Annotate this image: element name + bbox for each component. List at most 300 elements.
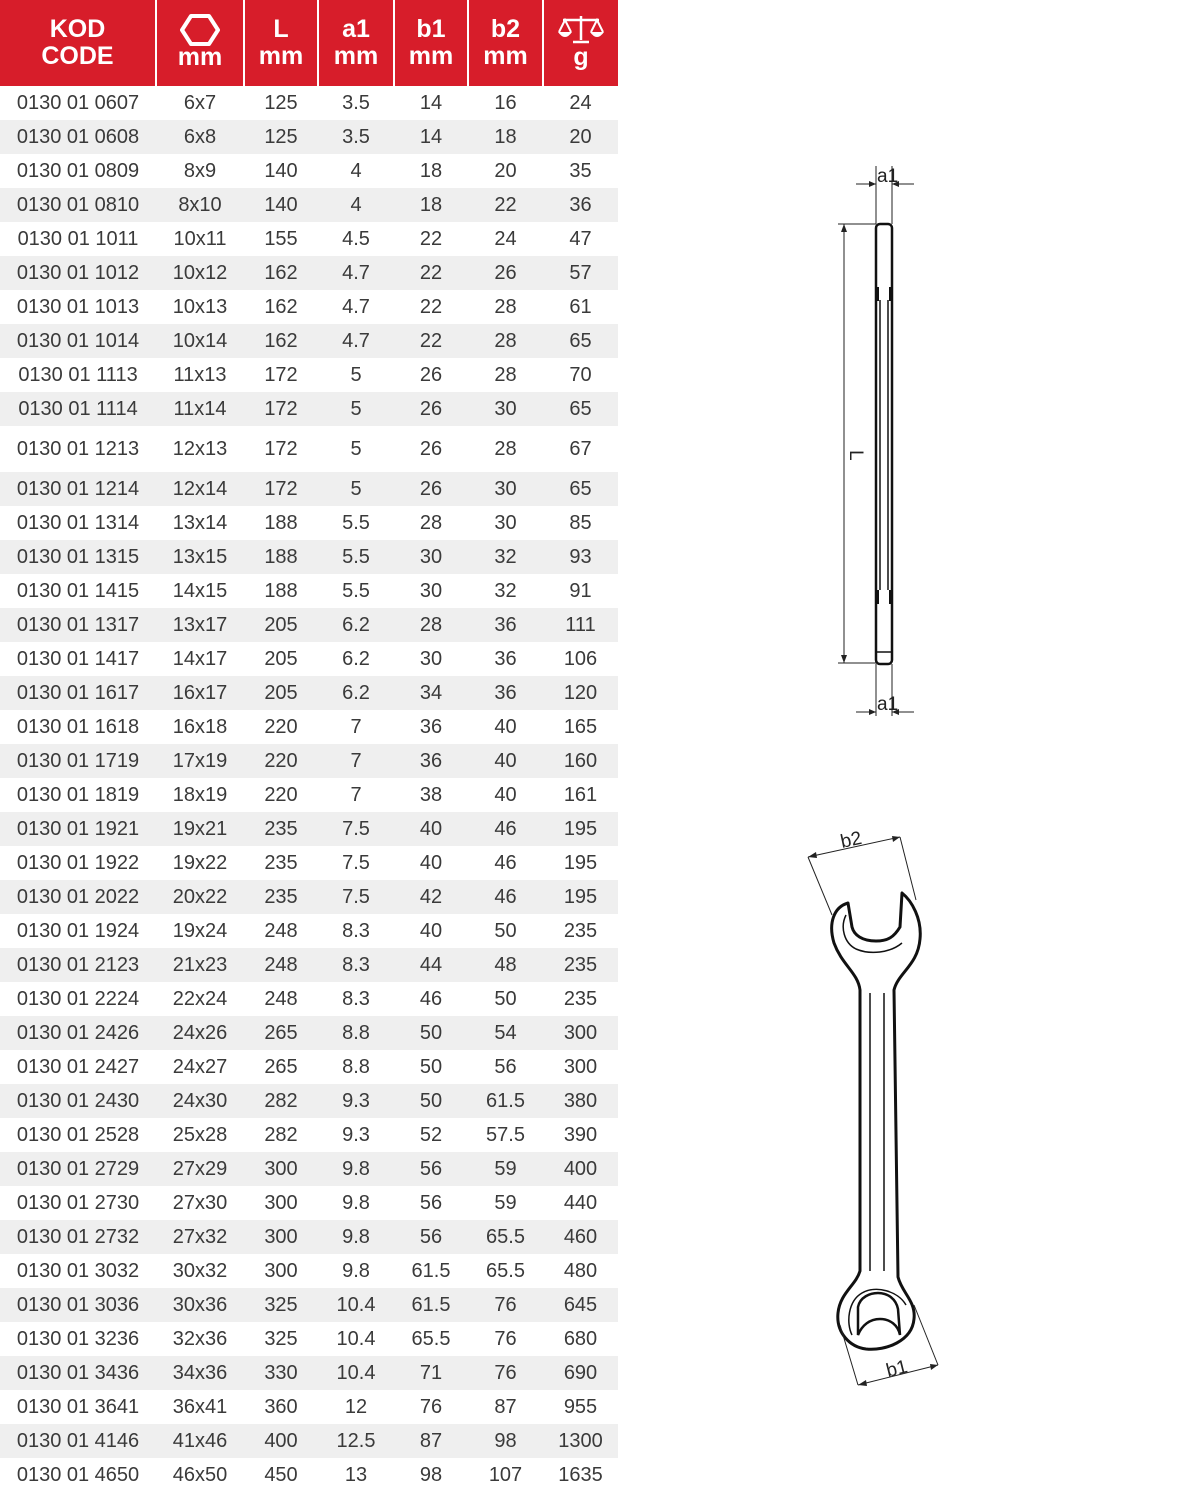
wrench-side-view-drawing (830, 160, 930, 720)
cell-length: 235 (244, 880, 318, 914)
table-row (0, 608, 618, 642)
cell-code: 0130 01 1315 (0, 540, 156, 574)
cell-b1: 65.5 (411, 1327, 451, 1350)
cell-b2: 56 (494, 1055, 517, 1078)
cell-weight: 67 (569, 437, 592, 460)
cell-b1: 38 (419, 783, 443, 806)
cell-length: 265 (264, 1055, 298, 1078)
dim-b1-label: b1 (884, 1356, 910, 1382)
cell-b2: 57.5 (486, 1123, 525, 1146)
cell-code: 0130 01 4650 (16, 1463, 140, 1486)
cell-a1: 9.8 (318, 1152, 394, 1186)
cell-weight: 680 (563, 1327, 598, 1350)
table-row (0, 710, 618, 744)
cell-b2: 46 (494, 851, 517, 874)
cell-weight: 165 (563, 715, 598, 738)
cell-b2: 36 (468, 608, 543, 642)
cell-b2: 28 (494, 437, 517, 460)
cell-size: 16x18 (172, 715, 228, 738)
cell-b1: 36 (419, 715, 443, 738)
table-row (0, 574, 618, 608)
cell-size: 16x17 (156, 676, 244, 710)
cell-a1: 8.3 (318, 948, 394, 982)
cell-size: 36x41 (172, 1395, 228, 1418)
cell-length: 162 (264, 295, 298, 318)
cell-b2: 28 (468, 324, 543, 358)
table-row (0, 86, 618, 120)
cell-weight: 36 (543, 188, 618, 222)
cell-weight: 195 (543, 812, 618, 846)
cell-code: 0130 01 2426 (0, 1016, 156, 1050)
cell-b2: 40 (494, 715, 517, 738)
cell-code: 0130 01 2729 (0, 1152, 156, 1186)
cell-weight: 61 (569, 295, 592, 318)
cell-b2: 48 (468, 948, 543, 982)
cell-size: 21x23 (156, 948, 244, 982)
cell-code: 0130 01 1922 (16, 851, 140, 874)
header-b1-line1: b1 (416, 15, 446, 43)
table-row (0, 1152, 618, 1186)
cell-length: 188 (264, 511, 298, 534)
cell-a1: 10.4 (318, 1288, 394, 1322)
cell-a1: 5.5 (318, 540, 394, 574)
cell-b1: 22 (394, 324, 468, 358)
cell-b2: 36 (494, 647, 517, 670)
cell-code: 0130 01 0608 (0, 120, 156, 154)
cell-b2: 87 (494, 1395, 517, 1418)
cell-a1: 8.3 (342, 987, 370, 1010)
cell-weight: 390 (563, 1123, 598, 1146)
table-row (0, 1254, 618, 1288)
cell-size: 32x36 (172, 1327, 228, 1350)
cell-a1: 7 (350, 715, 362, 738)
cell-code: 0130 01 4146 (0, 1424, 156, 1458)
cell-weight: 65 (543, 472, 618, 506)
cell-b1: 50 (394, 1016, 468, 1050)
dim-a1-top-label: a1 (877, 166, 899, 187)
cell-size: 25x28 (172, 1123, 228, 1146)
header-weight-unit: g (573, 42, 589, 71)
cell-length: 235 (244, 812, 318, 846)
cell-size: 14x15 (172, 579, 228, 602)
cell-a1: 8.8 (342, 1055, 370, 1078)
cell-weight: 235 (543, 948, 618, 982)
cell-a1: 4.7 (318, 324, 394, 358)
cell-b2: 61.5 (468, 1084, 543, 1118)
cell-a1: 6.2 (342, 647, 370, 670)
table-row (0, 1390, 618, 1424)
cell-length: 188 (264, 579, 298, 602)
cell-length: 125 (264, 91, 298, 114)
cell-b1: 61.5 (394, 1288, 468, 1322)
cell-length: 282 (264, 1123, 298, 1146)
cell-a1: 7.5 (318, 812, 394, 846)
cell-a1: 12 (344, 1395, 368, 1418)
dim-b2-label: b2 (838, 827, 864, 853)
table-row (0, 506, 618, 540)
cell-b1: 30 (419, 579, 443, 602)
cell-b1: 26 (394, 392, 468, 426)
table-row (0, 1016, 618, 1050)
cell-size: 22x24 (172, 987, 228, 1010)
cell-weight: 195 (563, 851, 598, 874)
cell-size: 46x50 (172, 1463, 228, 1486)
cell-a1: 5 (318, 392, 394, 426)
table-row (0, 676, 618, 710)
cell-a1: 10.4 (336, 1327, 376, 1350)
header-length (244, 0, 318, 86)
cell-code: 0130 01 1314 (16, 511, 140, 534)
cell-a1: 5.5 (342, 511, 370, 534)
cell-weight: 57 (543, 256, 618, 290)
cell-length: 450 (264, 1463, 298, 1486)
cell-b1: 26 (419, 437, 443, 460)
cell-size: 24x26 (156, 1016, 244, 1050)
table-row (0, 358, 618, 392)
table-row (0, 948, 618, 982)
table-row (0, 120, 618, 154)
cell-b1: 46 (419, 987, 443, 1010)
cell-b1: 28 (419, 511, 443, 534)
cell-b1: 22 (419, 227, 443, 250)
cell-b1: 87 (394, 1424, 468, 1458)
table-row (0, 642, 618, 676)
cell-b1: 56 (394, 1220, 468, 1254)
hex-nut-icon (157, 14, 243, 44)
cell-b1: 50 (394, 1084, 468, 1118)
cell-b1: 61.5 (411, 1259, 451, 1282)
cell-b2: 30 (468, 472, 543, 506)
cell-weight: 70 (569, 363, 592, 386)
cell-length: 360 (264, 1395, 298, 1418)
cell-size: 8x9 (183, 159, 217, 182)
cell-a1: 5 (350, 437, 362, 460)
cell-length: 300 (244, 1152, 318, 1186)
header-b1-unit: mm (408, 42, 454, 70)
cell-code: 0130 01 1921 (0, 812, 156, 846)
cell-length: 300 (264, 1259, 298, 1282)
cell-b1: 98 (419, 1463, 443, 1486)
cell-code: 0130 01 1924 (16, 919, 140, 942)
cell-weight: 65 (543, 392, 618, 426)
header-b2-line1: b2 (490, 15, 521, 43)
header-length-line1: L (273, 15, 289, 43)
cell-b2: 36 (468, 676, 543, 710)
cell-b2: 32 (494, 579, 517, 602)
cell-weight: 47 (569, 227, 592, 250)
cell-b2: 76 (494, 1327, 517, 1350)
cell-a1: 7 (350, 783, 362, 806)
table-row (0, 1186, 618, 1220)
cell-weight: 111 (543, 608, 618, 642)
cell-length: 172 (244, 392, 318, 426)
cell-b1: 42 (394, 880, 468, 914)
cell-a1: 8.8 (318, 1016, 394, 1050)
cell-size: 11x13 (173, 363, 227, 386)
dim-L-label: L (845, 450, 866, 461)
cell-code: 0130 01 3036 (0, 1288, 156, 1322)
cell-b2: 46 (468, 880, 543, 914)
cell-a1: 6.2 (318, 676, 394, 710)
cell-code: 0130 01 1011 (17, 227, 139, 250)
header-size-unit: mm (177, 42, 223, 71)
cell-size: 10x12 (156, 256, 244, 290)
cell-code: 0130 01 1114 (0, 392, 156, 426)
cell-b1: 28 (394, 608, 468, 642)
cell-weight: 690 (543, 1356, 618, 1390)
table-row (0, 154, 618, 188)
table-row (0, 188, 618, 222)
header-size (156, 0, 244, 86)
table-row (0, 1322, 618, 1356)
cell-b1: 18 (419, 159, 443, 182)
cell-b2: 30 (468, 392, 543, 426)
cell-code: 0130 01 1819 (16, 783, 140, 806)
cell-code: 0130 01 1113 (18, 363, 138, 386)
cell-weight: 161 (563, 783, 598, 806)
cell-a1: 9.3 (342, 1123, 370, 1146)
cell-size: 27x30 (172, 1191, 228, 1214)
cell-b1: 22 (419, 295, 443, 318)
cell-length: 248 (244, 948, 318, 982)
cell-length: 205 (244, 608, 318, 642)
cell-code: 0130 01 2528 (16, 1123, 140, 1146)
table-body (0, 86, 618, 1492)
cell-size: 10x11 (173, 227, 227, 250)
cell-weight: 35 (569, 159, 592, 182)
cell-code: 0130 01 1317 (0, 608, 156, 642)
cell-a1: 4.7 (342, 295, 370, 318)
cell-weight: 480 (563, 1259, 598, 1282)
cell-a1: 13 (344, 1463, 368, 1486)
cell-size: 24x27 (172, 1055, 228, 1078)
cell-b1: 34 (394, 676, 468, 710)
cell-b2: 16 (494, 91, 517, 114)
cell-weight: 106 (563, 647, 598, 670)
cell-code: 0130 01 1214 (0, 472, 156, 506)
cell-b2: 40 (494, 783, 517, 806)
cell-code: 0130 01 1719 (0, 744, 156, 778)
cell-a1: 8.3 (342, 919, 370, 942)
cell-b2: 20 (494, 159, 517, 182)
table-row (0, 812, 618, 846)
cell-weight: 400 (543, 1152, 618, 1186)
cell-b2: 46 (468, 812, 543, 846)
cell-b1: 40 (394, 812, 468, 846)
cell-a1: 10.4 (318, 1356, 394, 1390)
cell-code: 0130 01 2123 (0, 948, 156, 982)
cell-size: 10x14 (156, 324, 244, 358)
header-code-line2: CODE (41, 42, 114, 70)
cell-code: 0130 01 0607 (16, 91, 140, 114)
cell-size: 10x13 (172, 295, 228, 318)
cell-length: 300 (264, 1191, 298, 1214)
cell-a1: 12.5 (318, 1424, 394, 1458)
cell-b2: 50 (494, 919, 517, 942)
cell-length: 325 (244, 1288, 318, 1322)
cell-b2: 65.5 (486, 1259, 525, 1282)
header-length-unit: mm (258, 42, 304, 70)
cell-b1: 18 (394, 188, 468, 222)
cell-length: 235 (264, 851, 298, 874)
cell-b1: 52 (419, 1123, 443, 1146)
cell-size: 12x14 (156, 472, 244, 506)
cell-weight: 65 (543, 324, 618, 358)
cell-weight: 645 (543, 1288, 618, 1322)
table-row (0, 880, 618, 914)
header-code (0, 0, 156, 86)
cell-weight: 1635 (558, 1463, 603, 1486)
cell-size: 19x24 (172, 919, 228, 942)
table-row (0, 1050, 618, 1084)
cell-size: 27x29 (156, 1152, 244, 1186)
header-weight (543, 0, 618, 86)
cell-b2: 98 (468, 1424, 543, 1458)
wrench-front-view-drawing (790, 815, 960, 1405)
cell-size: 12x13 (172, 437, 228, 460)
cell-a1: 7.5 (318, 880, 394, 914)
cell-a1: 3.5 (342, 91, 370, 114)
cell-size: 18x19 (172, 783, 228, 806)
cell-a1: 9.8 (342, 1259, 370, 1282)
cell-length: 172 (244, 472, 318, 506)
cell-length: 172 (264, 363, 298, 386)
cell-size: 11x14 (156, 392, 244, 426)
cell-length: 325 (264, 1327, 298, 1350)
cell-size: 13x15 (156, 540, 244, 574)
cell-b1: 56 (394, 1152, 468, 1186)
table-row (0, 256, 618, 290)
cell-size: 20x22 (156, 880, 244, 914)
cell-length: 248 (264, 987, 298, 1010)
cell-weight: 160 (543, 744, 618, 778)
table-row (0, 1084, 618, 1118)
table-row (0, 222, 618, 256)
cell-length: 162 (244, 324, 318, 358)
cell-length: 330 (244, 1356, 318, 1390)
cell-length: 220 (264, 783, 298, 806)
cell-code: 0130 01 1617 (0, 676, 156, 710)
cell-b1: 50 (419, 1055, 443, 1078)
cell-length: 220 (244, 744, 318, 778)
table-row (0, 1458, 618, 1492)
cell-size: 6x7 (183, 91, 217, 114)
cell-size: 24x30 (156, 1084, 244, 1118)
cell-length: 265 (244, 1016, 318, 1050)
cell-weight: 20 (543, 120, 618, 154)
cell-b1: 26 (419, 363, 443, 386)
cell-code: 0130 01 1012 (0, 256, 156, 290)
cell-length: 282 (244, 1084, 318, 1118)
cell-a1: 3.5 (318, 120, 394, 154)
table-row (0, 290, 618, 324)
table-row (0, 392, 618, 426)
cell-b2: 76 (468, 1288, 543, 1322)
cell-weight: 300 (543, 1016, 618, 1050)
cell-length: 155 (264, 227, 298, 250)
cell-code: 0130 01 3436 (0, 1356, 156, 1390)
table-row (0, 426, 618, 472)
cell-length: 248 (264, 919, 298, 942)
cell-a1: 5.5 (342, 579, 370, 602)
cell-b2: 107 (488, 1463, 523, 1486)
cell-length: 220 (264, 715, 298, 738)
cell-length: 205 (264, 647, 298, 670)
table-row (0, 744, 618, 778)
cell-code: 0130 01 1415 (16, 579, 140, 602)
cell-a1: 4.5 (342, 227, 370, 250)
cell-b2: 28 (494, 295, 517, 318)
cell-b2: 54 (468, 1016, 543, 1050)
cell-code: 0130 01 0810 (0, 188, 156, 222)
cell-weight: 460 (543, 1220, 618, 1254)
table-row (0, 1356, 618, 1390)
table-row (0, 846, 618, 880)
cell-a1: 5 (350, 363, 362, 386)
cell-b2: 76 (468, 1356, 543, 1390)
cell-weight: 235 (563, 919, 598, 942)
cell-length: 140 (244, 188, 318, 222)
cell-b2: 30 (494, 511, 517, 534)
cell-a1: 9.8 (342, 1191, 370, 1214)
cell-code: 0130 01 2430 (0, 1084, 156, 1118)
cell-b1: 14 (394, 120, 468, 154)
header-b1 (394, 0, 468, 86)
cell-b1: 71 (394, 1356, 468, 1390)
cell-size: 19x22 (172, 851, 228, 874)
table-row (0, 540, 618, 574)
cell-code: 0130 01 1417 (16, 647, 140, 670)
cell-size: 13x17 (156, 608, 244, 642)
cell-a1: 9.8 (318, 1220, 394, 1254)
cell-b2: 32 (468, 540, 543, 574)
cell-b1: 22 (394, 256, 468, 290)
cell-b2: 26 (468, 256, 543, 290)
cell-length: 125 (244, 120, 318, 154)
cell-a1: 4 (318, 188, 394, 222)
cell-weight: 85 (569, 511, 592, 534)
cell-weight: 195 (543, 880, 618, 914)
cell-code: 0130 01 1014 (0, 324, 156, 358)
cell-weight: 120 (543, 676, 618, 710)
cell-length: 400 (244, 1424, 318, 1458)
cell-weight: 955 (563, 1395, 598, 1418)
cell-b2: 40 (468, 744, 543, 778)
cell-length: 188 (244, 540, 318, 574)
cell-code: 0130 01 1213 (16, 437, 140, 460)
cell-size: 41x46 (156, 1424, 244, 1458)
cell-size: 27x32 (156, 1220, 244, 1254)
dim-a1-bottom-label: a1 (877, 694, 899, 715)
table-row (0, 778, 618, 812)
cell-b1: 30 (394, 540, 468, 574)
table-row (0, 982, 618, 1016)
cell-a1: 7 (318, 744, 394, 778)
cell-a1: 9.3 (318, 1084, 394, 1118)
cell-code: 0130 01 2022 (0, 880, 156, 914)
table-row (0, 1220, 618, 1254)
cell-code: 0130 01 2732 (0, 1220, 156, 1254)
cell-length: 205 (244, 676, 318, 710)
cell-b1: 30 (419, 647, 443, 670)
cell-size: 30x32 (172, 1259, 228, 1282)
cell-code: 0130 01 0809 (16, 159, 140, 182)
cell-weight: 380 (543, 1084, 618, 1118)
cell-length: 140 (264, 159, 298, 182)
cell-size: 34x36 (156, 1356, 244, 1390)
cell-b2: 18 (468, 120, 543, 154)
cell-b1: 44 (394, 948, 468, 982)
